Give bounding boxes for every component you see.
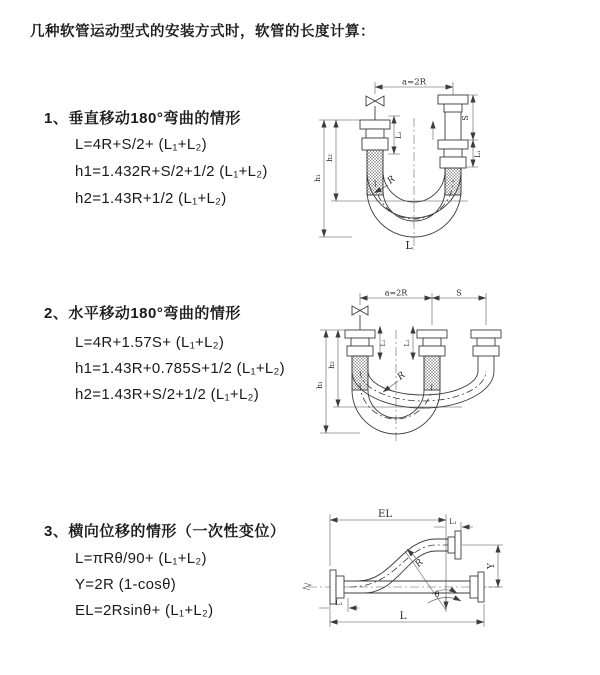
page-title: 几种软管运动型式的安装方式时，软管的长度计算： [30, 24, 375, 40]
dim-label-l1-right: L₁ [474, 150, 482, 158]
section-1-formula-h2: h2=1.43R+1/2 (L₁+L₂) [75, 190, 227, 207]
dim-label-el: EL [378, 509, 392, 520]
section-3-formula-L: L=πRθ/90+ (L₁+L₂) [75, 550, 207, 567]
dim-label-y: Y [487, 563, 497, 569]
section-2-heading: 2、水平移动180°弯曲的情形 [44, 305, 241, 322]
section-2-formula-L: L=4R+1.57S+ (L₁+L₂) [75, 334, 225, 351]
left-flange-fitting [345, 330, 375, 356]
dim-label-h1: h₁ [313, 174, 322, 182]
dim-label-h2: h₂ [325, 154, 334, 162]
section-3-formula-EL: EL=2Rsinθ+ (L₁+L₂) [75, 602, 214, 619]
center-mark-icon [303, 583, 311, 590]
right-flange-fitting [470, 572, 484, 602]
u-bend-hose [352, 356, 494, 434]
dim-label-l1-left: L₁ [395, 131, 403, 139]
dim-label-h2: h₂ [327, 361, 336, 369]
right-flange-fitting [471, 330, 501, 356]
dim-label-a2r: a=2R [402, 77, 426, 88]
radius-leader [407, 549, 416, 558]
l-ext-lines [330, 604, 484, 627]
dim-label-l1-left: L₁ [379, 339, 387, 347]
radius-label: R [385, 174, 398, 187]
dim-label-s: S [456, 288, 462, 298]
length-label: L [405, 239, 413, 252]
section-2-formula-h2: h2=1.43R+S/2+1/2 (L₁+L₂) [75, 386, 260, 403]
section-3-formula-Y: Y=2R (1-cosθ) [75, 576, 177, 593]
section-1-heading: 1、垂直移动180°弯曲的情形 [44, 110, 241, 127]
s-curve-hose [358, 539, 448, 593]
el-ext-lines [330, 514, 461, 612]
dim-label-l1-mid: L₁ [403, 339, 411, 347]
upper-flange-fitting [448, 531, 461, 559]
dim-label-l1-bottom: L₁ [335, 599, 343, 607]
left-flange-fitting [360, 120, 390, 150]
section-3-heading: 3、横向位移的情形（一次性变位） [44, 523, 286, 540]
dim-label-l: L [399, 610, 407, 622]
section-1-formula-L: L=4R+S/2+ (L₁+L₂) [75, 136, 207, 153]
radius-label: R [413, 557, 426, 570]
middle-flange-fitting [417, 330, 447, 356]
valve-icon [352, 306, 368, 330]
valve-icon [366, 96, 384, 120]
horizontal-180-bend-diagram [316, 290, 502, 448]
angle-label: θ [434, 590, 440, 599]
dim-label-h1: h₁ [315, 381, 324, 389]
dim-label-l1-top: L₁ [449, 518, 457, 526]
section-2-formula-h1: h1=1.43R+0.785S+1/2 (L₁+L₂) [75, 360, 285, 377]
dim-label-a2r: a=2R [384, 288, 408, 298]
hose-braid-left [367, 150, 383, 195]
lateral-displacement-diagram [300, 508, 508, 638]
radius-label: R [395, 370, 408, 383]
dim-label-s: S [461, 115, 470, 121]
vertical-180-bend-diagram [314, 76, 492, 254]
section-1-formula-h1: h1=1.432R+S/2+1/2 (L₁+L₂) [75, 163, 268, 180]
right-flange-fitting [438, 93, 468, 168]
angle-construction [405, 551, 461, 610]
